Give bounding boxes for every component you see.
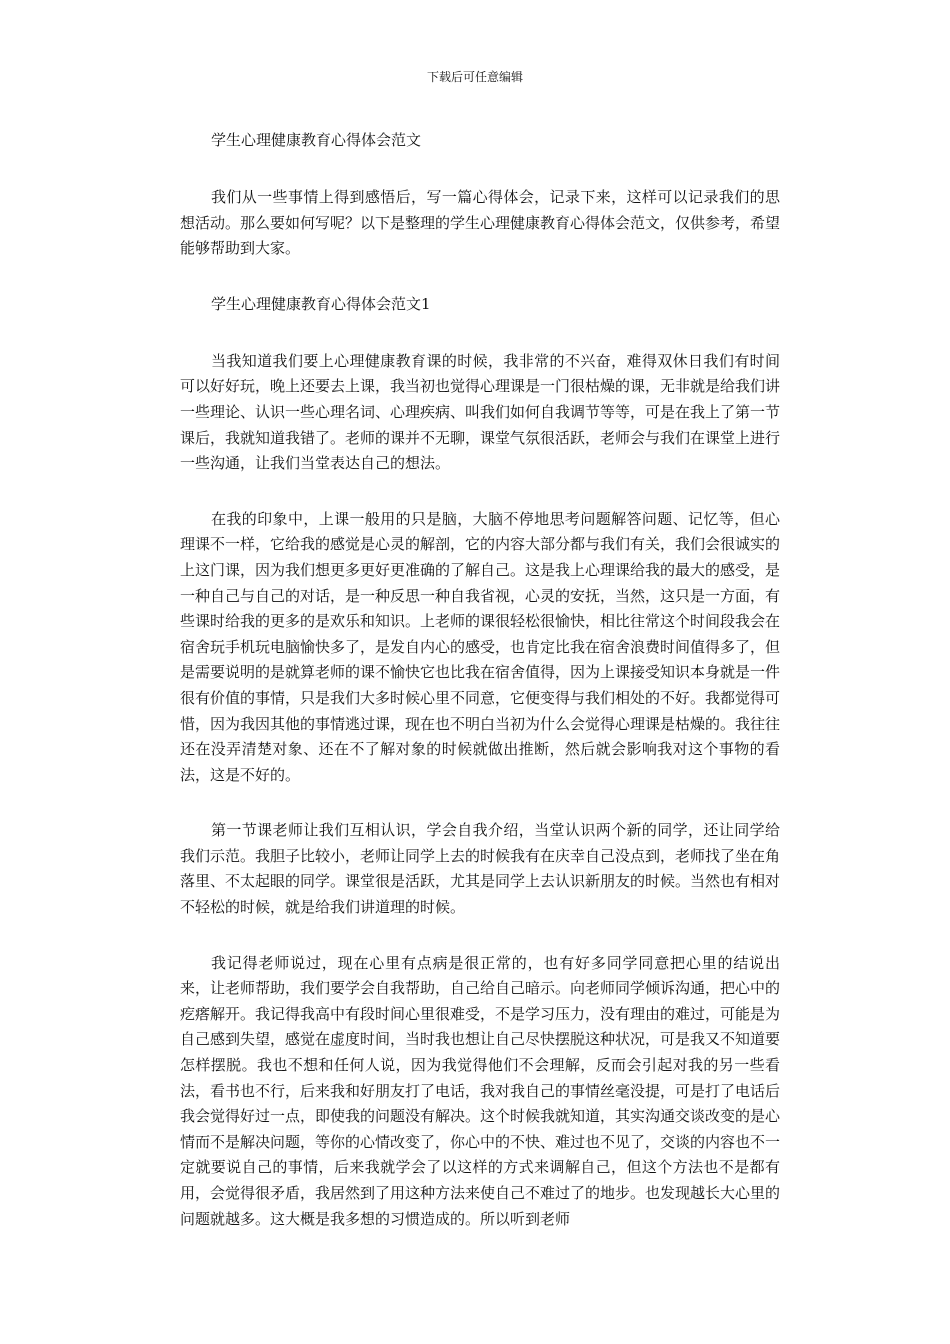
intro-paragraph: 我们从一些事情上得到感悟后，写一篇心得体会，记录下来，这样可以记录我们的思想活动。那么要如何写呢？以下是整理的学生心理健康教育心得体会范文，仅供参考，希望能够帮助到大家。 [180, 188, 781, 258]
document-body [180, 128, 780, 1232]
body-paragraph-4: 我记得老师说过，现在心里有点病是很正常的，也有好多同学同意把心里的结说出来，让老师帮助，我们要学会自我帮助，自己给自己暗示。向老师同学倾诉沟通，把心中的疙瘩解开。我记得我高中有段时间心里很难受，不是学习压力，没有理由的难过，可能是为自己感到失望，感觉在虚度时间，当时我也想让自己尽快摆脱这种状况，可是我又不知道要怎样摆脱。我也不想和任何人说，因为我觉得他们不会理解，反而会引起对我的另一些看法，看书也不行，后来我和好朋友打了电话，我对我自己的事情丝毫没提，可是打了电话后我会觉得好过一点，即使我的问题没有解决。这个时候我就知道，其实沟通交谈改变的是心情而不是解决问题，等你的心情改变了，你心中的不快、难过也不见了，交谈的内容也不一定就要说自己的事情，后来我就学会了以这样的方式来调解自己，但这个方法也不是都有用，会觉得很矛盾，我居然到了用这种方法来使自己不难过了的地步。也发现越长大心里的问题就越多。这大概是我多想的习惯造成的。所以听到老师 [180, 953, 781, 1228]
body-paragraph-3: 第一节课老师让我们互相认识，学会自我介绍，当堂认识两个新的同学，还让同学给我们示范。我胆子比较小，老师让同学上去的时候我有在庆幸自己没点到，老师找了坐在角落里、不太起眼的同学。课堂很是活跃，尤其是同学上去认识新朋友的时候。当然也有相对不轻松的时候，就是给我们讲道理的时候。 [180, 821, 781, 917]
body-paragraph-1: 当我知道我们要上心理健康教育课的时候，我非常的不兴奋，难得双休日我们有时间可以好好玩，晚上还要去上课，我当初也觉得心理课是一门很枯燥的课，无非就是给我们讲一些理论、认识一些心理名词、心理疾病、叫我们如何自我调节等等，可是在我上了第一节课后，我就知道我错了。老师的课并不无聊，课堂气氛很活跃，老师会与我们在课堂上进行一些沟通，让我们当堂表达自己的想法。 [180, 351, 781, 473]
section-title: 学生心理健康教育心得体会范文1 [211, 294, 431, 313]
header-note: 下载后可任意编辑 [426, 70, 523, 84]
body-paragraph-2: 在我的印象中，上课一般用的只是脑，大脑不停地思考问题解答问题、记忆等，但心理课不一样，它给我的感觉是心灵的解剖，它的内容大部分都与我们有关，我们会很诚实的上这门课，因为我们想更多更好更准确的了解自己。这是我上心理课给我的最大的感受，是一种自己与自己的对话，是一种反思一种自我省视，心灵的安抚，当然，这只是一方面，有些课时给我的更多的是欢乐和知识。上老师的课很轻松很愉快，相比往常这个时间段我会在宿舍玩手机玩电脑愉快多了，是发自内心的感受，也肯定比我在宿舍浪费时间值得多了，但是需要说明的是就算老师的课不愉快它也比我在宿舍值得，因为上课接受知识本身就是一件很有价值的事情，只是我们大多时候心里不同意，它便变得与我们相处的不好。我都觉得可惜，因为我因其他的事情逃过课，现在也不明白当初为什么会觉得心理课是枯燥的。我往往还在没弄清楚对象、还在不了解对象的时候就做出推断，然后就会影响我对这个事物的看法，这是不好的。 [180, 509, 781, 784]
document-title: 学生心理健康教育心得体会范文 [211, 131, 422, 149]
